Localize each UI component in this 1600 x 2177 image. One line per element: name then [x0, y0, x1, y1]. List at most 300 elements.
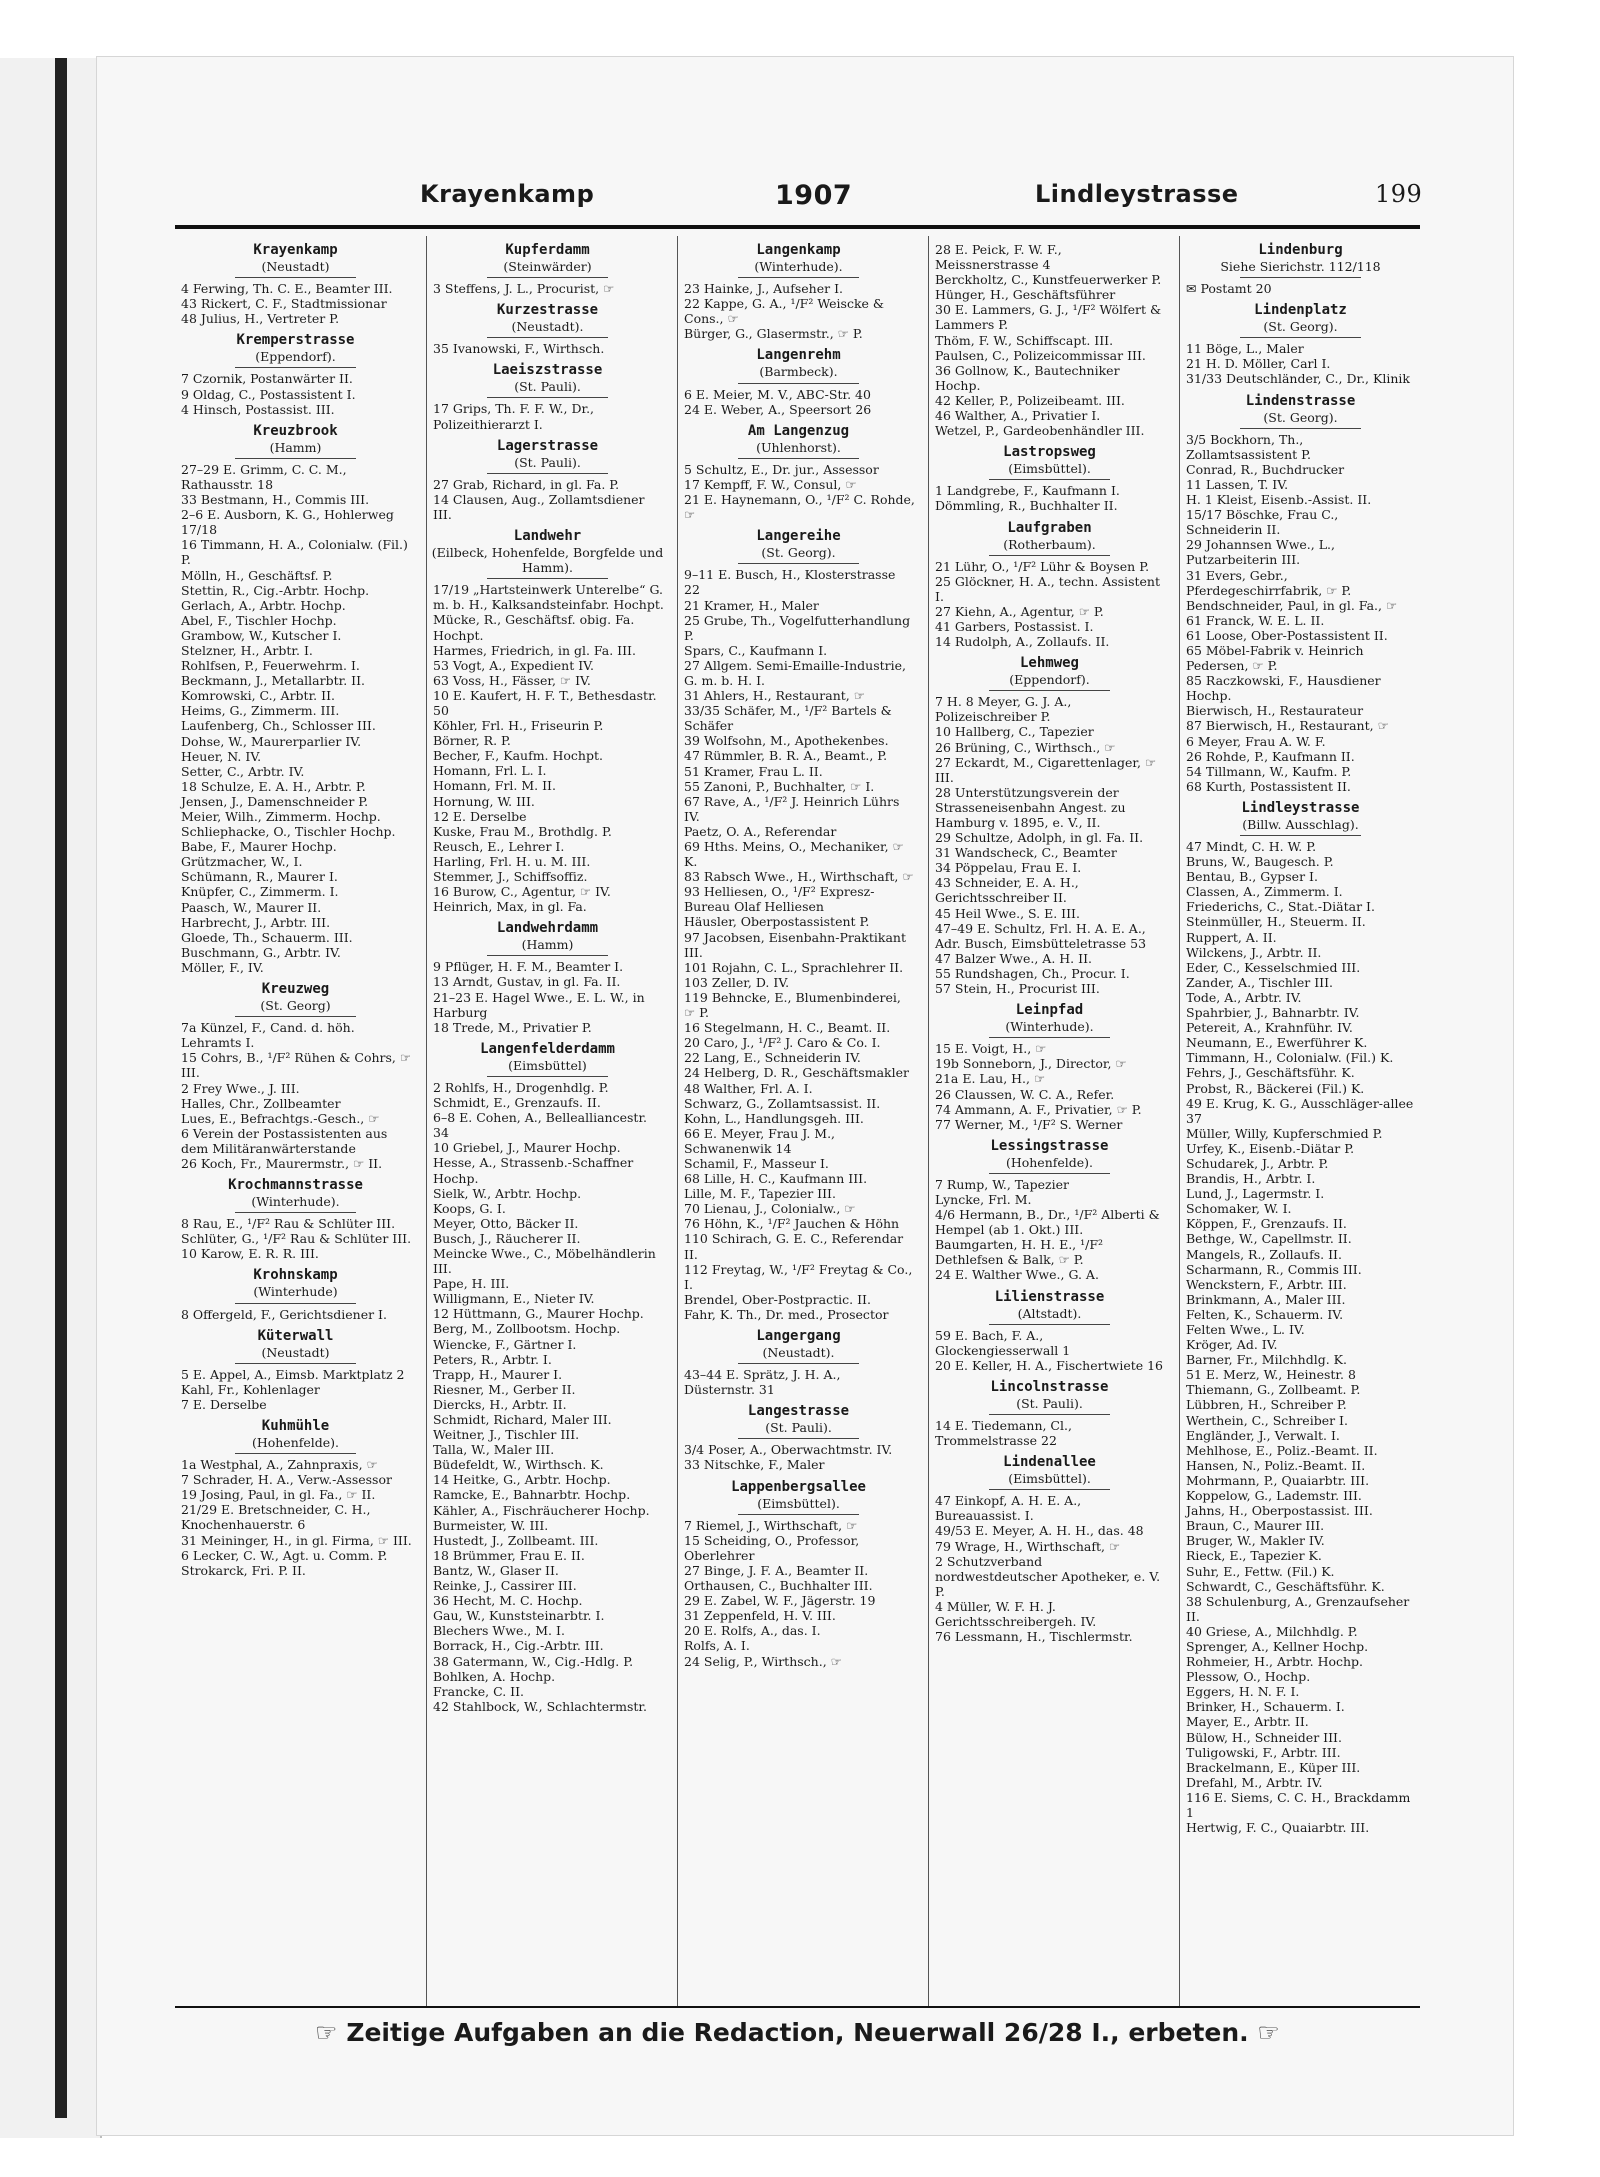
footer-text: Zeitige Aufgaben an die Redaction, Neuerwall 26/28 I., erbeten.: [346, 2018, 1249, 2047]
resident-entry: 9–11 E. Busch, H., Klosterstrasse 22: [684, 567, 900, 598]
resident-entry: Eggers, H. N. F. I.: [1186, 1684, 1300, 1700]
resident-entry: 42 Stahlbock, W., Schlachtermstr.: [433, 1698, 647, 1714]
resident-entry: Schümann, R., Maurer I.: [181, 869, 338, 885]
street-section: [929, 520, 1170, 650]
section-rule: [1240, 835, 1361, 836]
section-rule: [989, 479, 1110, 480]
resident-entry: Wilckens, J., Arbtr. II.: [1186, 944, 1322, 960]
resident-entry: 2 Schutzverband nordwestdeutscher Apotheker, e. V. P.: [935, 1553, 1165, 1599]
resident-entry: 87 Bierwisch, H., Restaurant, ☞: [1186, 718, 1389, 734]
resident-entry: 27 Kiehn, A., Agentur, ☞ P.: [935, 603, 1104, 619]
column-5: [1179, 236, 1421, 2006]
resident-entry: Dohse, W., Maurerparlier IV.: [181, 733, 362, 749]
resident-entry: 11 Böge, L., Maler: [1186, 341, 1304, 357]
resident-entry: Schlüter, G., ¹/F² Rau & Schlüter III.: [181, 1231, 412, 1247]
street-title: Kreuzweg: [261, 981, 330, 998]
resident-entry: Spars, C., Kaufmann I.: [684, 642, 828, 658]
resident-entry: Bohlken, A. Hochp.: [433, 1668, 556, 1684]
resident-entry: 8 Rau, E., ¹/F² Rau & Schlüter III.: [181, 1216, 396, 1232]
street-district: (Neustadt).: [762, 1345, 835, 1360]
resident-entry: 1a Westphal, A., Zahnpraxis, ☞: [181, 1457, 378, 1473]
resident-entry: Schmidt, E., Grenzaufs. II.: [433, 1095, 601, 1111]
resident-entry: Tode, A., Arbtr. IV.: [1186, 989, 1302, 1005]
resident-entry: 40 Griese, A., Milchhdlg. P.: [1186, 1623, 1358, 1639]
street-district: (St. Pauli).: [514, 379, 581, 395]
street-section: [427, 528, 668, 914]
resident-entry: 2 Frey Wwe., J. III.: [181, 1080, 300, 1096]
resident-entry: Meincke Wwe., C., Möbelhändlerin III.: [433, 1245, 660, 1277]
resident-entry: Weitner, J., Tischler III.: [433, 1427, 580, 1443]
street-district: (Eimsbüttel).: [757, 1495, 840, 1511]
street-district: (Eimsbüttel): [508, 1057, 587, 1073]
resident-entry: 77 Werner, M., ¹/F² S. Werner: [935, 1116, 1123, 1132]
resident-entry: Fehrs, J., Geschäftsführ. K.: [1186, 1065, 1355, 1081]
resident-entry: Bendschneider, Paul, in gl. Fa., ☞: [1186, 597, 1398, 613]
resident-entry: Rohlfsen, P., Feuerwehrm. I.: [181, 658, 360, 674]
resident-entry: Gloede, Th., Schauerm. III.: [181, 929, 353, 945]
street-district: (Eimsbüttel).: [1008, 1471, 1091, 1487]
street-section: [427, 302, 668, 356]
section-rule: [235, 277, 356, 278]
street-title: Langergang: [756, 1328, 841, 1344]
resident-entry: 76 Lessmann, H., Tischlermstr.: [935, 1629, 1133, 1645]
street-title: Lindenburg: [1258, 242, 1343, 258]
resident-entry: 53 Vogt, A., Expedient IV.: [433, 657, 594, 673]
resident-entry: 10 Griebel, J., Maurer Hochp.: [433, 1140, 621, 1156]
resident-entry: 43 Schneider, E. A. H., Gerichtsschreiber II.: [935, 875, 1083, 906]
resident-entry: Köhler, Frl. H., Friseurin P.: [433, 718, 604, 734]
resident-entry: 74 Ammann, A. F., Privatier, ☞ P.: [935, 1101, 1142, 1117]
resident-entry: 43 Rickert, C. F., Stadtmissionar: [181, 296, 387, 312]
resident-entry: Urfey, K., Eisenb.-Diätar P.: [1186, 1140, 1355, 1156]
street-district: (Billw. Ausschlag).: [1242, 816, 1359, 832]
resident-entry: Schudarek, J., Arbtr. P.: [1186, 1155, 1329, 1171]
resident-entry: 7a Künzel, F., Cand. d. höh. Lehramts I.: [181, 1020, 359, 1051]
section-rule: [487, 955, 608, 956]
resident-entry: Buschmann, G., Arbtr. IV.: [181, 944, 341, 960]
resident-entry: Bantz, W., Glaser II.: [433, 1562, 559, 1578]
resident-entry: 33 Bestmann, H., Commis III.: [181, 492, 370, 508]
resident-entry: Felten Wwe., L. IV.: [1186, 1322, 1305, 1337]
street-title: Krayenkamp: [253, 242, 338, 258]
resident-entry: 57 Stein, H., Procurist III.: [935, 981, 1100, 997]
resident-entry: Blechers Wwe., M. I.: [433, 1623, 565, 1639]
resident-entry: 51 Kramer, Frau L. II.: [684, 763, 823, 779]
resident-entry: Börner, R. P.: [433, 733, 511, 749]
resident-entry: 14 Clausen, Aug., Zollamtsdiener III.: [433, 491, 649, 522]
resident-entry: 112 Freytag, W., ¹/F² Freytag & Co., I.: [684, 1261, 917, 1292]
resident-entry: Harbrecht, J., Arbtr. III.: [181, 914, 331, 930]
street-district: (Hohenfelde).: [251, 1435, 340, 1450]
resident-entry: Gau, W., Kunststeinarbtr. I.: [433, 1608, 605, 1624]
resident-entry: Borrack, H., Cig.-Arbtr. III.: [433, 1638, 604, 1654]
resident-entry: 18 Schulze, E. A. H., Arbtr. P.: [181, 778, 366, 794]
adjacent-page-strip: [0, 58, 102, 2138]
street-district: (Eimsbüttel).: [1008, 461, 1091, 477]
resident-entry: 25 Glöckner, H. A., techn. Assistent I.: [935, 573, 1164, 604]
resident-entry: 1 Landgrebe, F., Kaufmann I.: [935, 483, 1120, 499]
section-rule: [1240, 428, 1361, 429]
resident-entry: Homann, Frl. L. I.: [433, 763, 547, 779]
section-rule: [487, 397, 608, 398]
street-section: [929, 1289, 1170, 1373]
resident-entry: 4 Hinsch, Postassist. III.: [181, 401, 335, 417]
street-title: Krochmannstrasse: [228, 1177, 363, 1194]
street-section: [678, 1328, 919, 1397]
resident-entry: Conrad, R., Buchdrucker: [1186, 461, 1345, 477]
resident-entry: Wenckstern, F., Arbtr. III.: [1186, 1276, 1347, 1292]
resident-entry: Kohn, L., Handlungsgeh. III.: [684, 1110, 864, 1126]
resident-entry: 42 Keller, P., Polizeibeamt. III.: [935, 392, 1125, 408]
resident-entry: 31 Evers, Gebr., Pferdegeschirrfabrik, ☞ P.: [1186, 567, 1352, 598]
street-section: [175, 1418, 416, 1578]
section-rule: [487, 337, 608, 338]
street-title: Lilienstrasse: [994, 1288, 1105, 1305]
resident-entry: 31 Zeppenfeld, H. V. III.: [684, 1608, 836, 1624]
resident-entry: Heims, G., Zimmerm. III.: [181, 703, 340, 719]
street-title: Langereihe: [756, 528, 841, 545]
resident-entry: Thiemann, G., Zollbeamt. P.: [1186, 1382, 1361, 1398]
page-binding-edge: [55, 58, 67, 2118]
resident-entry: 10 Karow, E. R. R. III.: [181, 1246, 319, 1262]
street-district: Siehe Sierichstr. 112/118: [1220, 259, 1381, 274]
resident-entry: Plessow, O., Hochp.: [1186, 1669, 1311, 1685]
street-section: [1180, 302, 1421, 386]
resident-entry: 93 Helliesen, O., ¹/F² Expresz-Bureau Olaf Helliesen: [684, 884, 875, 915]
resident-entry: Jahns, H., Oberpostassist. III.: [1186, 1503, 1373, 1519]
resident-entry: Mangels, R., Zollaufs. II.: [1186, 1246, 1342, 1262]
resident-entry: Gerlach, A., Arbtr. Hochp.: [181, 597, 346, 613]
column-1: [175, 236, 416, 2006]
section-rule: [235, 367, 356, 368]
resident-entry: 47 Einkopf, A. H. E. A., Bureauassist. I.: [935, 1493, 1086, 1524]
street-title: Lessingstrasse: [990, 1137, 1109, 1154]
resident-entry: Berg, M., Zollbootsm. Hochp.: [433, 1321, 621, 1337]
street-section: [678, 528, 919, 1322]
resident-entry: Bethge, W., Capellmstr. II.: [1186, 1231, 1352, 1247]
resident-entry: 14 E. Tiedemann, Cl., Trommelstrasse 22: [935, 1418, 1076, 1449]
resident-entry: Müller, Willy, Kupferschmied P.: [1186, 1125, 1383, 1141]
resident-entry: Stettin, R., Cig.-Arbtr. Hochp.: [181, 582, 370, 598]
resident-entry: 59 E. Bach, F. A., Glockengiesserwall 1: [935, 1327, 1071, 1358]
resident-entry: Kahl, Fr., Kohlenlager: [181, 1381, 320, 1397]
street-district: (Winterhude).: [251, 1194, 340, 1210]
street-section: [678, 347, 919, 416]
street-title: Am Langenzug: [747, 422, 850, 439]
resident-entry: 13 Arndt, Gustav, in gl. Fa. II.: [433, 974, 621, 990]
street-title: Kupferdamm: [505, 242, 590, 258]
street-district: (Eppendorf).: [255, 349, 336, 365]
street-district: (Neustadt): [261, 259, 330, 274]
resident-entry: 7 Rump, W., Tapezier: [935, 1176, 1069, 1192]
resident-entry: Mayer, E., Arbtr. II.: [1186, 1714, 1309, 1730]
column-4: [928, 236, 1170, 2006]
resident-entry: Probst, R., Bäckerei (Fil.) K.: [1186, 1080, 1365, 1096]
street-section: [1180, 242, 1421, 296]
resident-entry: 21–23 E. Hagel Wwe., E. L. W., in Harburg: [433, 989, 649, 1020]
resident-entry: Ruppert, A. II.: [1186, 929, 1277, 945]
resident-entry: 33/35 Schäfer, M., ¹/F² Bartels & Schäfer: [684, 703, 896, 734]
resident-entry: 22 Kappe, G. A., ¹/F² Weiscke & Cons., ☞: [684, 296, 889, 327]
section-rule: [738, 458, 859, 459]
footer-notice: [175, 2018, 1420, 2047]
resident-entry: 21 Lühr, O., ¹/F² Lühr & Boysen P.: [935, 558, 1150, 574]
section-rule: [235, 1453, 356, 1454]
section-rule: [1240, 337, 1361, 338]
section-rule: [235, 1016, 356, 1017]
resident-entry: 9 Pflüger, H. F. M., Beamter I.: [433, 959, 624, 975]
resident-entry: 28 E. Peick, F. W. F., Meissnerstrasse 4: [935, 242, 1066, 273]
page-number: 199: [1375, 180, 1423, 208]
resident-entry: 28 Unterstützungsverein der Strasseneisenbahn Angest. zu Hamburg v. 1895, e. V., II.: [935, 784, 1130, 830]
resident-entry: Drefahl, M., Arbtr. IV.: [1186, 1774, 1323, 1790]
street-section: [427, 438, 668, 522]
street-title: Krohnskamp: [253, 1267, 338, 1284]
resident-entry: 39 Wolfsohn, M., Apothekenbes.: [684, 733, 889, 749]
column-3: [677, 236, 919, 2006]
street-section: [175, 242, 416, 326]
resident-entry: Tuligowski, F., Arbtr. III.: [1186, 1744, 1341, 1760]
street-title: Lindenallee: [1003, 1454, 1096, 1471]
resident-entry: 46 Walther, A., Privatier I.: [935, 408, 1101, 424]
street-title: Langenrehm: [756, 347, 841, 364]
resident-entry: Eder, C., Kesselschmied III.: [1186, 959, 1361, 975]
street-section: [929, 444, 1170, 513]
street-section: [678, 1479, 919, 1669]
resident-entry: Neumann, E., Ewerführer K.: [1186, 1035, 1368, 1051]
resident-entry: 38 Schulenburg, A., Grenzaufseher II.: [1186, 1593, 1414, 1624]
street-district: (St. Pauli).: [514, 454, 581, 470]
resident-entry: Heinrich, Max, in gl. Fa.: [433, 899, 587, 915]
resident-entry: 29 Schultze, Adolph, in gl. Fa. II.: [935, 830, 1144, 846]
resident-entry: H. 1 Kleist, Eisenb.-Assist. II.: [1186, 492, 1372, 508]
resident-entry: 24 E. Weber, A., Speersort 26: [684, 401, 872, 417]
resident-entry: 20 Caro, J., ¹/F² J. Caro & Co. I.: [684, 1035, 881, 1051]
resident-entry: 21/29 E. Bretschneider, C. H., Knochenhauerstr. 6: [181, 1502, 375, 1533]
resident-entry: 29 E. Zabel, W. F., Jägerstr. 19: [684, 1593, 876, 1609]
resident-entry: Paetz, O. A., Referendar: [684, 823, 837, 839]
street-district: (Eilbeck, Hohenfelde, Borgfelde und Hamm).: [431, 545, 664, 576]
header-rule: [175, 225, 1420, 229]
header-left-street: Krayenkamp: [420, 180, 595, 208]
resident-entry: Sielk, W., Arbtr. Hochp.: [433, 1185, 582, 1201]
resident-entry: 29 Johannsen Wwe., L., Putzarbeiterin III.: [1186, 537, 1339, 568]
resident-entry: Hansen, N., Poliz.-Beamt. II.: [1186, 1457, 1366, 1473]
resident-entry: 110 Schirach, G. E. C., Referendar II.: [684, 1231, 908, 1262]
resident-entry: Mehlhose, E., Poliz.-Beamt. II.: [1186, 1442, 1378, 1458]
street-district: (Winterhude).: [1005, 1019, 1094, 1035]
resident-entry: 63 Voss, H., Fässer, ☞ IV.: [433, 672, 591, 688]
resident-entry: Koppelow, G., Lademstr. III.: [1186, 1488, 1362, 1504]
resident-entry: 11 Lassen, T. IV.: [1186, 476, 1289, 492]
section-rule: [487, 578, 608, 579]
street-title: Lappenbergsallee: [731, 1478, 866, 1495]
section-rule: [235, 1363, 356, 1364]
resident-entry: Fahr, K. Th., Dr. med., Prosector: [684, 1306, 889, 1322]
street-section: [175, 981, 416, 1171]
street-section: [678, 1403, 919, 1472]
resident-entry: 7 Schrader, H. A., Verw.-Assessor: [181, 1472, 392, 1488]
street-district: (St. Pauli).: [765, 1420, 832, 1436]
street-title: Langestrasse: [747, 1403, 850, 1420]
resident-entry: 18 Brümmer, Frau E. II.: [433, 1547, 585, 1563]
resident-entry: Brackelmann, E., Küper III.: [1186, 1759, 1361, 1775]
resident-entry: 14 Heitke, G., Arbtr. Hochp.: [433, 1472, 611, 1488]
resident-entry: Lues, E., Befrachtgs.-Gesch., ☞: [181, 1110, 380, 1126]
street-district: (St. Georg).: [761, 545, 836, 561]
resident-entry: 51 E. Merz, W., Heinestr. 8: [1186, 1367, 1356, 1383]
street-district: (Neustadt): [261, 1344, 330, 1360]
resident-entry: Rieck, E., Tapezier K.: [1186, 1548, 1322, 1564]
resident-entry: Kuske, Frau M., Brothdlg. P.: [433, 823, 612, 839]
resident-entry: 27 Allgem. Semi-Emaille-Industrie, G. m. b. H. I.: [684, 657, 910, 688]
resident-entry: 6 Verein der Postassistenten aus dem Militäranwärterstande: [181, 1125, 392, 1156]
resident-entry: Burmeister, W. III.: [433, 1517, 549, 1533]
resident-entry: Köppen, F., Grenzaufs. II.: [1186, 1216, 1347, 1232]
resident-entry: Pape, H. III.: [433, 1276, 510, 1292]
section-rule: [738, 563, 859, 564]
pointing-hand-icon: ☞: [315, 2018, 338, 2047]
resident-entry: Bruger, W., Makler IV.: [1186, 1533, 1325, 1549]
resident-entry: Grützmacher, W., I.: [181, 854, 303, 870]
resident-entry: 55 Zanoni, P., Buchhalter, ☞ I.: [684, 778, 875, 794]
resident-entry: 16 Timmann, H. A., Colonialw. (Fil.) P.: [181, 537, 412, 568]
resident-entry: 31/33 Deutschländer, C., Dr., Klinik: [1186, 371, 1410, 387]
resident-entry: 31 Meininger, H., in gl. Firma, ☞ III.: [181, 1532, 412, 1548]
street-title: Lindenstrasse: [1245, 392, 1356, 409]
resident-entry: Lübbren, H., Schreiber P.: [1186, 1397, 1347, 1413]
resident-entry: Mölln, H., Geschäftsf. P.: [181, 567, 333, 583]
resident-entry: 15 E. Voigt, H., ☞: [935, 1041, 1047, 1057]
resident-entry: Brinker, H., Schauerm. I.: [1186, 1699, 1345, 1715]
street-section: [175, 332, 416, 416]
resident-entry: 21 H. D. Möller, Carl I.: [1186, 356, 1331, 372]
street-section: [427, 362, 668, 431]
resident-entry: 47 Mindt, C. H. W. P.: [1186, 839, 1317, 854]
street-district: (Hohenfelde).: [1005, 1154, 1094, 1170]
resident-entry: Schwardt, C., Geschäftsführ. K.: [1186, 1578, 1385, 1594]
section-rule: [989, 690, 1110, 691]
street-title: Leinpfad: [1015, 1002, 1084, 1019]
street-section: [175, 1328, 416, 1412]
resident-entry: Brinkmann, A., Maler III.: [1186, 1291, 1346, 1307]
resident-entry: Lille, M. F., Tapezier III.: [684, 1186, 836, 1202]
resident-entry: 6–8 E. Cohen, A., Bellealliancestr. 34: [433, 1110, 652, 1141]
section-rule: [989, 1173, 1110, 1174]
resident-entry: Classen, A., Zimmerm. I.: [1186, 884, 1343, 900]
resident-entry: 19b Sonneborn, J., Director, ☞: [935, 1056, 1127, 1072]
resident-entry: 48 Walther, Frl. A. I.: [684, 1080, 813, 1096]
resident-entry: Laufenberg, Ch., Schlosser III.: [181, 718, 376, 734]
street-section: [929, 655, 1170, 996]
resident-entry: 22 Lang, E., Schneiderin IV.: [684, 1050, 861, 1066]
street-section: [929, 1379, 1170, 1448]
street-district: (Neustadt).: [511, 319, 584, 335]
resident-entry: ✉ Postamt 20: [1186, 281, 1272, 297]
section-rule: [1240, 277, 1361, 278]
resident-entry: 9 Oldag, C., Postassistent I.: [181, 386, 356, 402]
street-title: Landwehr: [513, 528, 582, 545]
resident-entry: 7 H. 8 Meyer, G. J. A., Polizeischreiber P.: [935, 694, 1076, 725]
resident-entry: 31 Wandscheck, C., Beamter: [935, 845, 1117, 861]
resident-entry: 27 Grab, Richard, in gl. Fa. P.: [433, 476, 620, 492]
resident-entry: Hertwig, F. C., Quaiarbtr. III.: [1186, 1820, 1370, 1836]
resident-entry: 65 Möbel-Fabrik v. Heinrich Pedersen, ☞ P.: [1186, 642, 1368, 674]
resident-entry: 97 Jacobsen, Eisenbahn-Praktikant III.: [684, 929, 910, 960]
resident-entry: 49/53 E. Meyer, A. H. H., das. 48: [935, 1523, 1144, 1539]
street-title: Kremperstrasse: [236, 332, 355, 349]
resident-entry: 36 Gollnow, K., Bautechniker Hochp.: [935, 362, 1124, 393]
resident-entry: 2–6 E. Ausborn, K. G., Hohlerweg 17/18: [181, 507, 398, 538]
street-section: [1180, 800, 1421, 1835]
street-district: (Altstadt).: [1017, 1305, 1082, 1321]
resident-entry: 2 Rohlfs, H., Drogenhdlg. P.: [433, 1079, 609, 1095]
resident-entry: 61 Loose, Ober-Postassistent II.: [1186, 627, 1388, 643]
resident-entry: 35 Ivanowski, F., Wirthsch.: [433, 341, 605, 357]
resident-entry: Schmidt, Richard, Maler III.: [433, 1412, 612, 1427]
resident-entry: Bierwisch, H., Restaurateur: [1186, 703, 1364, 719]
street-title: Lagerstrasse: [496, 437, 599, 454]
street-title: Langenfelderdamm: [480, 1040, 615, 1057]
street-district: (St. Georg).: [1263, 319, 1338, 335]
street-section: [175, 1177, 416, 1261]
footer-rule: [175, 2006, 1420, 2008]
section-rule: [738, 1438, 859, 1439]
resident-entry: 20 E. Rolfs, A., das. I.: [684, 1623, 821, 1639]
resident-entry: 20 E. Keller, H. A., Fischertwiete 16: [935, 1357, 1164, 1373]
resident-entry: 21 Kramer, H., Maler: [684, 597, 819, 613]
street-district: (Rotherbaum).: [1003, 536, 1096, 552]
resident-entry: 54 Tillmann, W., Kaufm. P.: [1186, 763, 1352, 779]
resident-entry: Jensen, J., Damenschneider P.: [181, 793, 369, 809]
resident-entry: Häusler, Oberpostassistent P.: [684, 914, 870, 930]
resident-entry: 43–44 E. Sprätz, J. H. A., Düsternstr. 31: [684, 1367, 845, 1398]
section-rule: [738, 1514, 859, 1515]
street-district: (Eppendorf).: [1009, 672, 1090, 688]
resident-entry: 24 E. Walther Wwe., G. A.: [935, 1267, 1099, 1283]
resident-entry: Hustedt, J., Zollbeamt. III.: [433, 1532, 599, 1548]
resident-entry: 14 Rudolph, A., Zollaufs. II.: [935, 634, 1110, 650]
section-rule: [235, 1303, 356, 1304]
street-title: Kreuzbrook: [253, 422, 338, 439]
resident-entry: Hesse, A., Strassenb.-Schaffner Hochp.: [433, 1155, 638, 1186]
resident-entry: 15 Cohrs, B., ¹/F² Rühen & Cohrs, ☞ III.: [181, 1050, 416, 1081]
resident-entry: 36 Hecht, M. C. Hochp.: [433, 1593, 583, 1609]
street-section: [678, 423, 919, 522]
resident-entry: Abel, F., Tischler Hochp.: [181, 612, 337, 628]
street-section: [427, 920, 668, 1035]
resident-entry: Knüpfer, C., Zimmerm. I.: [181, 884, 339, 900]
resident-entry: 55 Rundshagen, Ch., Procur. I.: [935, 965, 1130, 981]
section-rule: [738, 1363, 859, 1364]
street-district: (St. Georg): [260, 998, 331, 1014]
section-rule: [989, 1414, 1110, 1415]
resident-entry: 27–29 E. Grimm, C. C. M., Rathausstr. 18: [181, 461, 351, 492]
street-title: Kuhmühle: [261, 1418, 330, 1434]
street-title: Lindenplatz: [1254, 302, 1347, 319]
resident-entry: 101 Rojahn, C. L., Sprachlehrer II.: [684, 959, 904, 975]
resident-entry: 45 Heil Wwe., S. E. III.: [935, 905, 1080, 921]
resident-entry: Reusch, E., Lehrer I.: [433, 838, 565, 854]
resident-entry: 47 Rümmler, B. R. A., Beamt., P.: [684, 748, 888, 764]
resident-entry: 3/5 Bockhorn, Th., Zollamtsassistent P.: [1186, 431, 1311, 462]
street-district: (Barmbeck).: [759, 364, 838, 380]
resident-entry: Lyncke, Frl. M.: [935, 1191, 1032, 1207]
resident-entry: 48 Julius, H., Vertreter P.: [181, 311, 340, 327]
resident-entry: Timmann, H., Colonialw. (Fil.) K.: [1186, 1050, 1394, 1066]
resident-entry: 16 Burow, C., Agentur, ☞ IV.: [433, 884, 611, 900]
street-section: [175, 423, 416, 975]
